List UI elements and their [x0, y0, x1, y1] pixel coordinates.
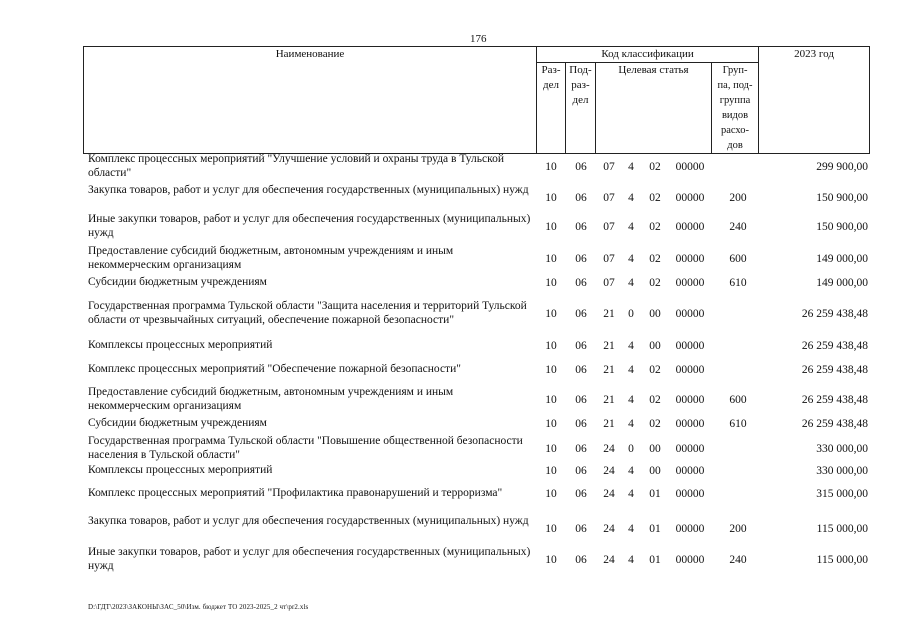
amount-2023: 26 259 438,48 — [801, 394, 868, 406]
target-program-code: 07 — [603, 221, 615, 233]
razdel-code: 10 — [545, 161, 557, 173]
target-type-code: 4 — [628, 364, 634, 376]
target-type-code: 0 — [628, 443, 634, 455]
target-subprogram-code: 02 — [649, 418, 661, 430]
target-type-code: 4 — [628, 523, 634, 535]
podrazdel-code: 06 — [575, 308, 587, 320]
target-subprogram-code: 02 — [649, 253, 661, 265]
target-direction-code: 00000 — [675, 443, 705, 455]
target-program-code: 24 — [603, 443, 615, 455]
header-target: Целевая статья — [596, 63, 712, 154]
target-type-code: 4 — [628, 277, 634, 289]
podrazdel-code: 06 — [575, 221, 587, 233]
amount-2023: 26 259 438,48 — [801, 308, 868, 320]
target-subprogram-code: 02 — [649, 221, 661, 233]
target-direction-code: 00000 — [675, 488, 705, 500]
header-razdel: Раз- дел — [537, 63, 566, 154]
header-year: 2023 год — [759, 47, 870, 154]
podrazdel-code: 06 — [575, 523, 587, 535]
podrazdel-code: 06 — [575, 418, 587, 430]
razdel-code: 10 — [545, 221, 557, 233]
razdel-code: 10 — [545, 364, 557, 376]
target-type-code: 4 — [628, 394, 634, 406]
razdel-code: 10 — [545, 308, 557, 320]
podrazdel-code: 06 — [575, 364, 587, 376]
target-type-code: 4 — [628, 161, 634, 173]
row-name: Закупка товаров, работ и услуг для обеспечения государственных (муниципальных) нужд — [88, 515, 529, 527]
header-name: Наименование — [84, 47, 537, 154]
target-direction-code: 00000 — [675, 340, 705, 352]
expense-type-code: 600 — [729, 253, 747, 265]
target-program-code: 21 — [603, 364, 615, 376]
row-name: Комплекс процессных мероприятий "Улучшение условий и охраны труда в Тульской области" — [88, 153, 505, 179]
target-type-code: 4 — [628, 340, 634, 352]
podrazdel-code: 06 — [575, 340, 587, 352]
file-path-footer: D:\ГДТ\2023\ЗАКОНЫ\ЗАС_50\Изм. бюджет ТО 2023-2025_2 чт\pr2.xls — [88, 603, 309, 611]
row-name: Иные закупки товаров, работ и услуг для обеспечения государственных (муниципальных) нужд — [88, 546, 531, 572]
target-direction-code: 00000 — [675, 308, 705, 320]
row-name: Комплекс процессных мероприятий "Профилактика правонарушений и терроризма" — [88, 487, 503, 499]
target-program-code: 07 — [603, 161, 615, 173]
row-name: Государственная программа Тульской области "Защита населения и территорий Тульской области от чрезвычайных ситуаций, обеспечение пожарной безопасности" — [88, 300, 527, 326]
target-type-code: 4 — [628, 554, 634, 566]
razdel-code: 10 — [545, 465, 557, 477]
target-direction-code: 00000 — [675, 192, 705, 204]
amount-2023: 149 000,00 — [816, 277, 868, 289]
target-subprogram-code: 00 — [649, 308, 661, 320]
expense-type-code: 610 — [729, 277, 747, 289]
podrazdel-code: 06 — [575, 394, 587, 406]
podrazdel-code: 06 — [575, 443, 587, 455]
row-name: Комплексы процессных мероприятий — [88, 339, 273, 351]
amount-2023: 26 259 438,48 — [801, 364, 868, 376]
target-type-code: 4 — [628, 418, 634, 430]
target-type-code: 4 — [628, 192, 634, 204]
row-name: Комплексы процессных мероприятий — [88, 464, 273, 476]
target-direction-code: 00000 — [675, 277, 705, 289]
target-subprogram-code: 01 — [649, 554, 661, 566]
target-subprogram-code: 02 — [649, 394, 661, 406]
target-direction-code: 00000 — [675, 394, 705, 406]
target-subprogram-code: 02 — [649, 277, 661, 289]
amount-2023: 150 900,00 — [816, 221, 868, 233]
podrazdel-code: 06 — [575, 192, 587, 204]
row-name: Иные закупки товаров, работ и услуг для обеспечения государственных (муниципальных) нужд — [88, 213, 531, 239]
target-type-code: 4 — [628, 488, 634, 500]
target-direction-code: 00000 — [675, 253, 705, 265]
row-name: Предоставление субсидий бюджетным, автономным учреждениям и иным некоммерческим организациям — [88, 245, 454, 271]
amount-2023: 299 900,00 — [816, 161, 868, 173]
amount-2023: 115 000,00 — [816, 523, 868, 535]
row-name: Субсидии бюджетным учреждениям — [88, 417, 267, 429]
amount-2023: 26 259 438,48 — [801, 418, 868, 430]
razdel-code: 10 — [545, 488, 557, 500]
target-subprogram-code: 02 — [649, 364, 661, 376]
target-type-code: 0 — [628, 308, 634, 320]
expense-type-code: 240 — [729, 554, 747, 566]
razdel-code: 10 — [545, 443, 557, 455]
razdel-code: 10 — [545, 253, 557, 265]
target-program-code: 21 — [603, 394, 615, 406]
target-program-code: 07 — [603, 253, 615, 265]
expense-type-code: 200 — [729, 192, 747, 204]
podrazdel-code: 06 — [575, 161, 587, 173]
expense-type-code: 200 — [729, 523, 747, 535]
target-subprogram-code: 02 — [649, 192, 661, 204]
razdel-code: 10 — [545, 192, 557, 204]
page-number: 176 — [470, 33, 487, 45]
target-program-code: 24 — [603, 554, 615, 566]
target-type-code: 4 — [628, 253, 634, 265]
podrazdel-code: 06 — [575, 277, 587, 289]
podrazdel-code: 06 — [575, 465, 587, 477]
target-subprogram-code: 02 — [649, 161, 661, 173]
target-direction-code: 00000 — [675, 364, 705, 376]
target-program-code: 24 — [603, 465, 615, 477]
amount-2023: 115 000,00 — [816, 554, 868, 566]
header-code-group: Код классификации — [537, 47, 759, 63]
podrazdel-code: 06 — [575, 488, 587, 500]
razdel-code: 10 — [545, 340, 557, 352]
target-program-code: 21 — [603, 308, 615, 320]
row-name: Государственная программа Тульской области "Повышение общественной безопасности населения в Тульской области" — [88, 435, 523, 461]
row-name: Субсидии бюджетным учреждениям — [88, 276, 267, 288]
target-direction-code: 00000 — [675, 418, 705, 430]
row-name: Закупка товаров, работ и услуг для обеспечения государственных (муниципальных) нужд — [88, 184, 529, 196]
header-table — [83, 46, 870, 154]
target-program-code: 24 — [603, 523, 615, 535]
target-program-code: 07 — [603, 192, 615, 204]
razdel-code: 10 — [545, 418, 557, 430]
target-program-code: 07 — [603, 277, 615, 289]
target-program-code: 24 — [603, 488, 615, 500]
expense-type-code: 600 — [729, 394, 747, 406]
target-subprogram-code: 00 — [649, 443, 661, 455]
row-name: Комплекс процессных мероприятий "Обеспечение пожарной безопасности" — [88, 363, 461, 375]
row-name: Предоставление субсидий бюджетным, автономным учреждениям и иным некоммерческим организациям — [88, 386, 454, 412]
expense-type-code: 240 — [729, 221, 747, 233]
target-direction-code: 00000 — [675, 465, 705, 477]
target-direction-code: 00000 — [675, 161, 705, 173]
amount-2023: 330 000,00 — [816, 443, 868, 455]
target-type-code: 4 — [628, 465, 634, 477]
target-type-code: 4 — [628, 221, 634, 233]
target-subprogram-code: 00 — [649, 465, 661, 477]
target-direction-code: 00000 — [675, 221, 705, 233]
razdel-code: 10 — [545, 277, 557, 289]
target-direction-code: 00000 — [675, 554, 705, 566]
target-program-code: 21 — [603, 340, 615, 352]
target-direction-code: 00000 — [675, 523, 705, 535]
header-vid: Груп- па, под- группа видов расхо- дов — [712, 63, 759, 154]
target-subprogram-code: 01 — [649, 523, 661, 535]
amount-2023: 330 000,00 — [816, 465, 868, 477]
target-program-code: 21 — [603, 418, 615, 430]
amount-2023: 26 259 438,48 — [801, 340, 868, 352]
razdel-code: 10 — [545, 554, 557, 566]
podrazdel-code: 06 — [575, 554, 587, 566]
header-podrazdel: Под- раз- дел — [566, 63, 596, 154]
razdel-code: 10 — [545, 523, 557, 535]
amount-2023: 150 900,00 — [816, 192, 868, 204]
amount-2023: 315 000,00 — [816, 488, 868, 500]
expense-type-code: 610 — [729, 418, 747, 430]
razdel-code: 10 — [545, 394, 557, 406]
podrazdel-code: 06 — [575, 253, 587, 265]
target-subprogram-code: 00 — [649, 340, 661, 352]
target-subprogram-code: 01 — [649, 488, 661, 500]
amount-2023: 149 000,00 — [816, 253, 868, 265]
